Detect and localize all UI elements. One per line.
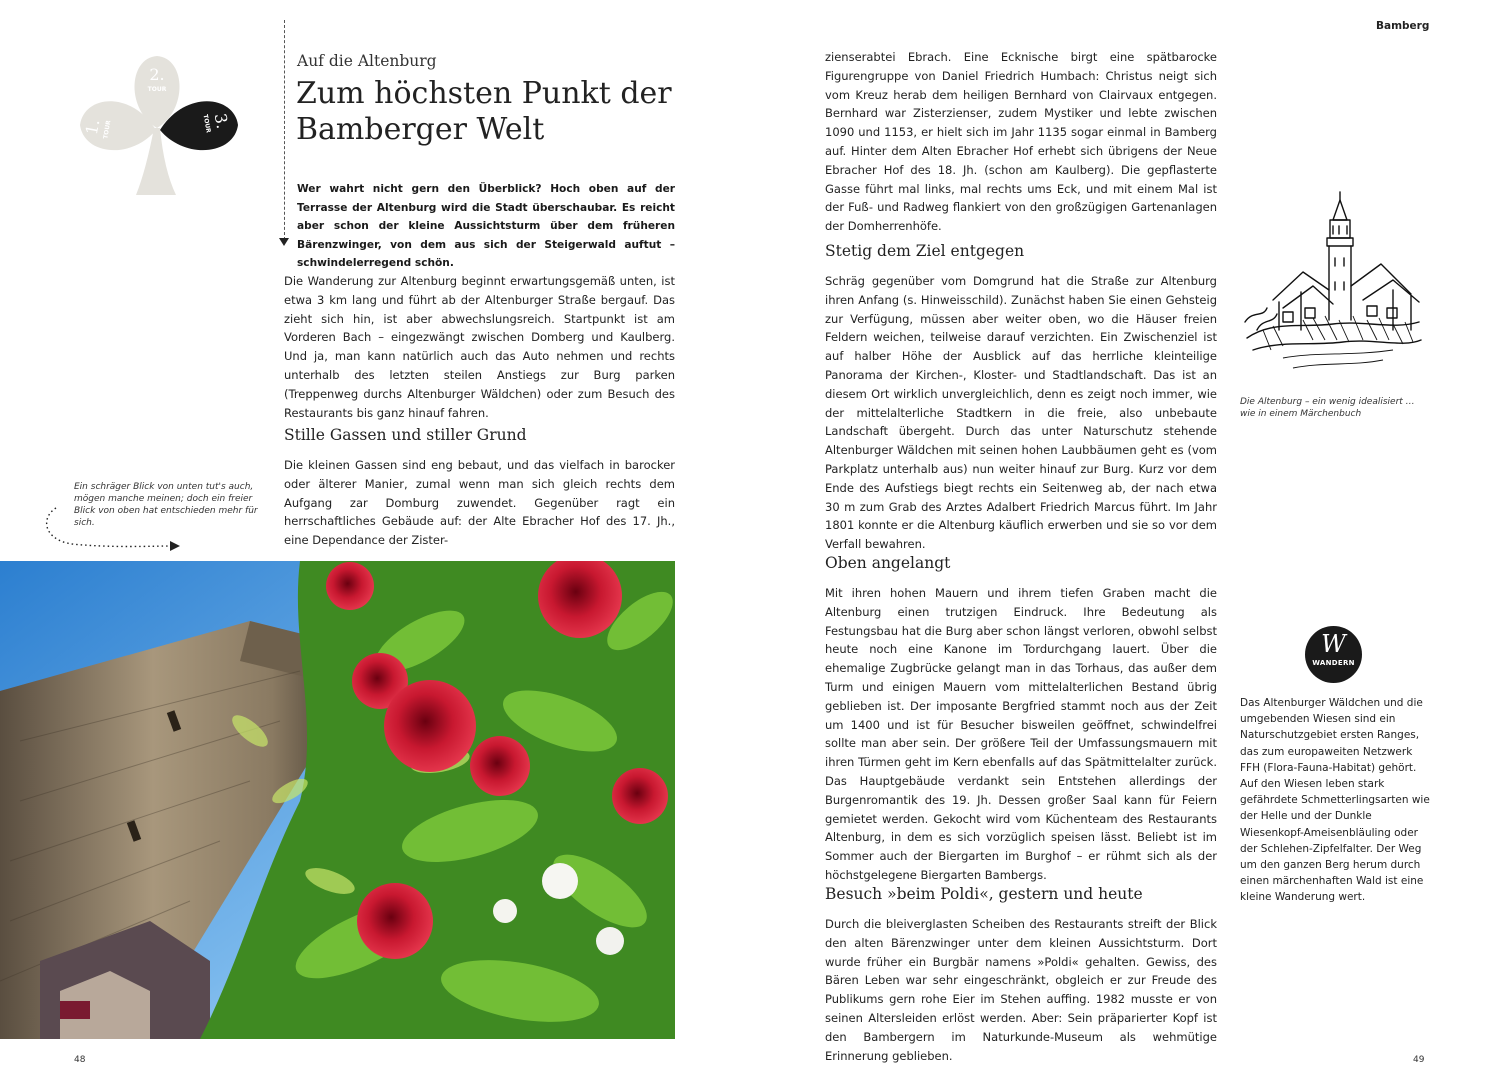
- page-number-right: 49: [1413, 1055, 1425, 1065]
- section-heading: Besuch »beim Poldi«, gestern und heute: [825, 885, 1143, 903]
- tour-clover-icon: [76, 50, 246, 200]
- altenburg-tower-photo: [0, 561, 675, 1039]
- article-kicker: Auf die Altenburg: [297, 52, 437, 70]
- paragraph: Durch die bleiverglasten Scheiben des Restaurants streift der Blick den alten Bärenzwinger unter dem kleinen Aussichtsturm. Dort wurde früher ein Burgbär namens »Poldi« gehalten. Gewiss, des Bären Leben war sehr eingeschränkt, obgleich er zur Freude des Publikums gern rohe Eier im Stehen auffing. 1982 musste er von seinen Altersleiden erlöst werden. Aber: Sein präparierter Kopf ist den Bambergern im Naturkunde-Museum als wehmütige Erinnerung geblieben.: [825, 917, 1217, 1063]
- tour-leaf-2-number: 2.: [149, 65, 165, 84]
- running-head: Bamberg: [1376, 20, 1430, 32]
- article-title: Zum höchsten Punkt der Bamberger Welt: [296, 76, 672, 147]
- arrow-down-icon: [279, 238, 289, 246]
- dotted-arrow-icon: [42, 500, 192, 560]
- wandern-badge: [1305, 626, 1362, 683]
- section-heading: Stille Gassen und stiller Grund: [284, 426, 527, 444]
- sidebar-text: Das Altenburger Wäldchen und die umgebenden Wiesen sind ein Naturschutzgebiet ersten Ranges, das zum europaweiten Netzwerk FFH (Flora-Fauna-Habitat) gehört. Auf den Wiesen leben stark gefährdete Schmetterlingsarten wie der Helle und der Dunkle Wiesenkopf-Ameisenbläuling oder der Schlehen-Zipfelfalter. Der Weg um den ganzen Berg herum durch einen märchenhaften Wald ist eine kleine Wanderung wert.: [1240, 697, 1430, 904]
- dashed-rule: [284, 20, 285, 240]
- tour-leaf-3-number: 3.: [210, 111, 233, 131]
- tour-leaf-3-label: TOUR: [201, 113, 212, 134]
- article-lead: Wer wahrt nicht gern den Überblick? Hoch oben auf der Terrasse der Altenburg wird die Stadt überschaubar. Es reicht aber schon der kleine Aussichtsturm über dem früheren Bärenzwinger, von dem aus sich der Steigerwald auftut – schwindelerregend schön.: [297, 183, 675, 269]
- section-heading: Stetig dem Ziel entgegen: [825, 242, 1025, 260]
- illustration-caption: Die Altenburg – ein wenig idealisiert … wie in einem Märchenbuch: [1240, 397, 1415, 419]
- paragraph: zienserabtei Ebrach. Eine Ecknische birgt eine spätbarocke Figurengruppe von Daniel Friedrich Humbach: Christus neigt sich vom Kreuz herab dem heiligen Bernhard von Clairvaux entgegen. Bernhard war Zisterzienser, zudem Mystiker und lebte zwischen 1090 und 1153, er hielt sich im Jahr 1135 sogar einmal in Bamberg auf. Hinter dem Alten Ebracher Hof erhebt sich übrigens der Neue Ebracher Hof des 18. Jh. (schon am Kaulberg). Die gepflasterte Gasse führt mal links, mal rechts ums Eck, und mit einem Mal ist der Fuß- und Radweg flankiert von den großzügigen Gartenanlagen der Domherrenhöfe.: [825, 50, 1217, 234]
- paragraph: Die Wanderung zur Altenburg beginnt erwartungsgemäß unten, ist etwa 3 km lang und führt ab der Altenburger Straße bergauf. Das zieht sich hin, ist aber abwechslungsreich. Startpunkt ist am Vorderen Bach – eingezwängt zwischen Domberg und Kaulberg. Und ja, man kann natürlich auch das Auto nehmen und rechts unterhalb des letzten steilen Anstiegs zur Burg parken (Treppenweg durchs Altenburger Wäldchen) oder zum Besuch des Restaurants bis ganz hinauf fahren.: [284, 274, 675, 420]
- altenburg-sketch-illustration: [1243, 190, 1423, 390]
- wandern-badge-label: WANDERN: [1312, 659, 1355, 667]
- section-heading: Oben angelangt: [825, 554, 951, 572]
- photo-caption: Ein schräger Blick von unten tut's auch, mögen manche meinen; doch ein freier Blick von oben hat entschieden mehr für sich.: [74, 482, 258, 528]
- paragraph: Mit ihren hohen Mauern und ihrem tiefen Graben macht die Altenburg einen trutzigen Eindruck. Ihre Bedeutung als Festungsbau hat die Burg aber schon längst verloren, obwohl selbst heute noch eine Kanone im Tordurchgang lauert. Über die ehemalige Zugbrücke gelangt man in das Torhaus, das außer dem Turm und einigen Mauern vom mittelalterlichen Bestand übrig geblieben ist. Der imposante Bergfried stammt noch aus der Zeit um 1400 und ist für Besucher bisweilen geöffnet, schwindelfrei sollte man aber sein. Der größere Teil der Umfassungsmauern mit ihren Türmen geht im Kern ebenfalls auf das Spätmittelalter zurück. Das Hauptgebäude verdankt sein Entstehen allerdings der Burgenromantik des 19. Jh. Dessen großer Saal kann für Feiern gemietet werden. Gekocht wird vom Küchenteam des Restaurants Altenburg, in dem es sich vorzüglich speisen lässt. Beliebt ist im Sommer auch der Biergarten im Burghof – er rühmt sich als der höchstgelegene Biergarten Bambergs.: [825, 586, 1217, 882]
- paragraph: Die kleinen Gassen sind eng bebaut, und das vielfach in barocker oder älterer Manier, zumal wenn man sich gleich rechts dem Aufgang zar Domburg zuwendet. Gegenüber ragt ein herrschaftliches Gebäude auf: der Alte Ebracher Hof des 17. Jh., eine Dependance der Zister-: [284, 458, 675, 548]
- tour-leaf-1-number: 1.: [81, 117, 104, 137]
- paragraph: Schräg gegenüber vom Domgrund hat die Straße zur Altenburg ihren Anfang (s. Hinweisschild). Zunächst haben Sie einen Gehsteig zur Verfügung, müssen aber weiter oben, wo die Häuser freien Feldern weichen, teilweise darauf verzichten. Ein Zwischenziel ist auf halber Höhe der Ausblick auf das herrliche kleinteilige Panorama der Kirchen-, Kloster- und Stadtlandschaft. Das ist an diesem Ort wirklich unvergleichlich, denn es zeigt noch immer, wie der mittelalterliche Stadtkern in die freie, also unbebaute Landschaft übergeht. Durch das unter Naturschutz stehende Altenburger Wäldchen mit seinen hohen Laubbäumen geht es (vom Parkplatz unterhalb aus) nun weiter hinauf zur Burg. Kurz vor dem Ende des Aufstiegs biegt rechts ein Seitenweg ab, der nach etwa 30 m zum Grab des Arztes Adalbert Friedrich Marcus führt. Im Jahr 1801 konnte er die Altenburg käuflich erwerben und sie so vor dem Verfall bewahren.: [825, 274, 1217, 552]
- tour-leaf-2-label: TOUR: [147, 86, 167, 93]
- page-number-left: 48: [74, 1055, 86, 1065]
- tour-leaf-1-label: TOUR: [102, 119, 113, 140]
- wandern-badge-letter: W: [1321, 630, 1346, 658]
